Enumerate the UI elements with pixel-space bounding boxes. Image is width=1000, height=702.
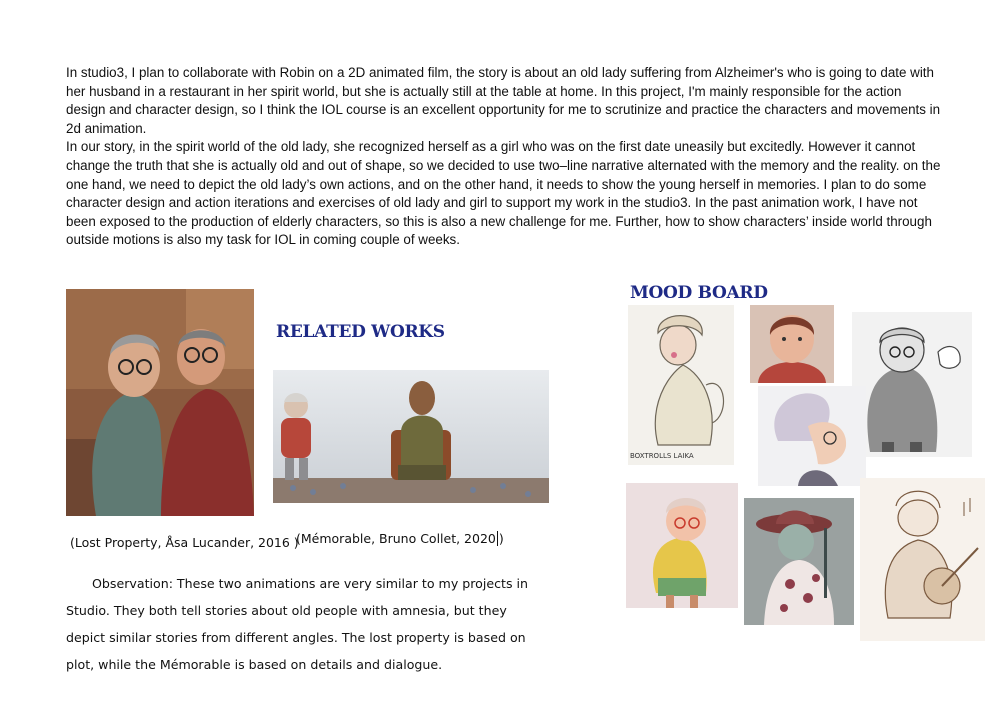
mood-board-red-lady	[750, 305, 834, 383]
mood-board-hat-lady	[744, 498, 854, 625]
memorable-caption-close: )	[498, 531, 504, 546]
observation-paragraph	[66, 570, 536, 678]
mood-board-banjo-sketch	[860, 478, 985, 641]
mood-board-heading: MOOD BOARD	[630, 283, 768, 303]
intro-text	[66, 64, 942, 250]
mood-board-grey-lady-dog	[852, 312, 972, 457]
memorable-caption-text: (Mémorable, Bruno Collet, 2020	[296, 531, 496, 546]
mood-board-colorful-lady	[626, 483, 738, 608]
related-works-heading: RELATED WORKS	[276, 322, 445, 342]
boxtrolls-sketch-label: BOXTROLLS LAIKA	[630, 452, 694, 460]
memorable-still	[273, 370, 549, 503]
lost-property-caption: (Lost Property, Åsa Lucander, 2016 )	[70, 535, 299, 550]
memorable-caption	[296, 531, 504, 546]
mood-board-lavender-lady	[758, 386, 866, 486]
intro-paragraph-1: In studio3, I plan to collaborate with Robin on a 2D animated film, the story is about an old lady suffering from Alzheimer's who is going to date with her husband in a restaurant in her spirit world, but she is actually still at the table at home. In this project, I'm mainly responsible for the action design and character design, so I think the IOL course is an excellent opportunity for me to scrutinize and practice the characters and movements in 2d animation.	[66, 65, 941, 136]
observation-text: Observation: These two animations are very similar to my projects in Studio. They both tell stories about old people with amnesia, but they depict similar stories from different angles. The lost property is based on plot, while the Mémorable is based on details and dialogue.	[66, 576, 529, 672]
mood-board-boxtrolls-sketch	[628, 305, 734, 465]
intro-paragraph-2: In our story, in the spirit world of the old lady, she recognized herself as a girl who was on the first date uneasily but excitedly. However it cannot change the truth that she is actually old and out of shape, so we decided to use two–line narrative alternated with the memory and the reality. on the one hand, we need to depict the old lady’s own actions, and on the other hand, it needs to show the young herself in memories. I plan to do some character design and action iterations and exercises of old lady and girl to support my work in the studio3. In the past animation work, I have not been exposed to the production of elderly characters, so this is also a new challenge for me. Further, how to show characters’ inside world through outside motions is also my task for IOL in coming couple of weeks.	[66, 139, 941, 248]
lost-property-still	[66, 289, 254, 516]
text-cursor	[497, 531, 498, 546]
